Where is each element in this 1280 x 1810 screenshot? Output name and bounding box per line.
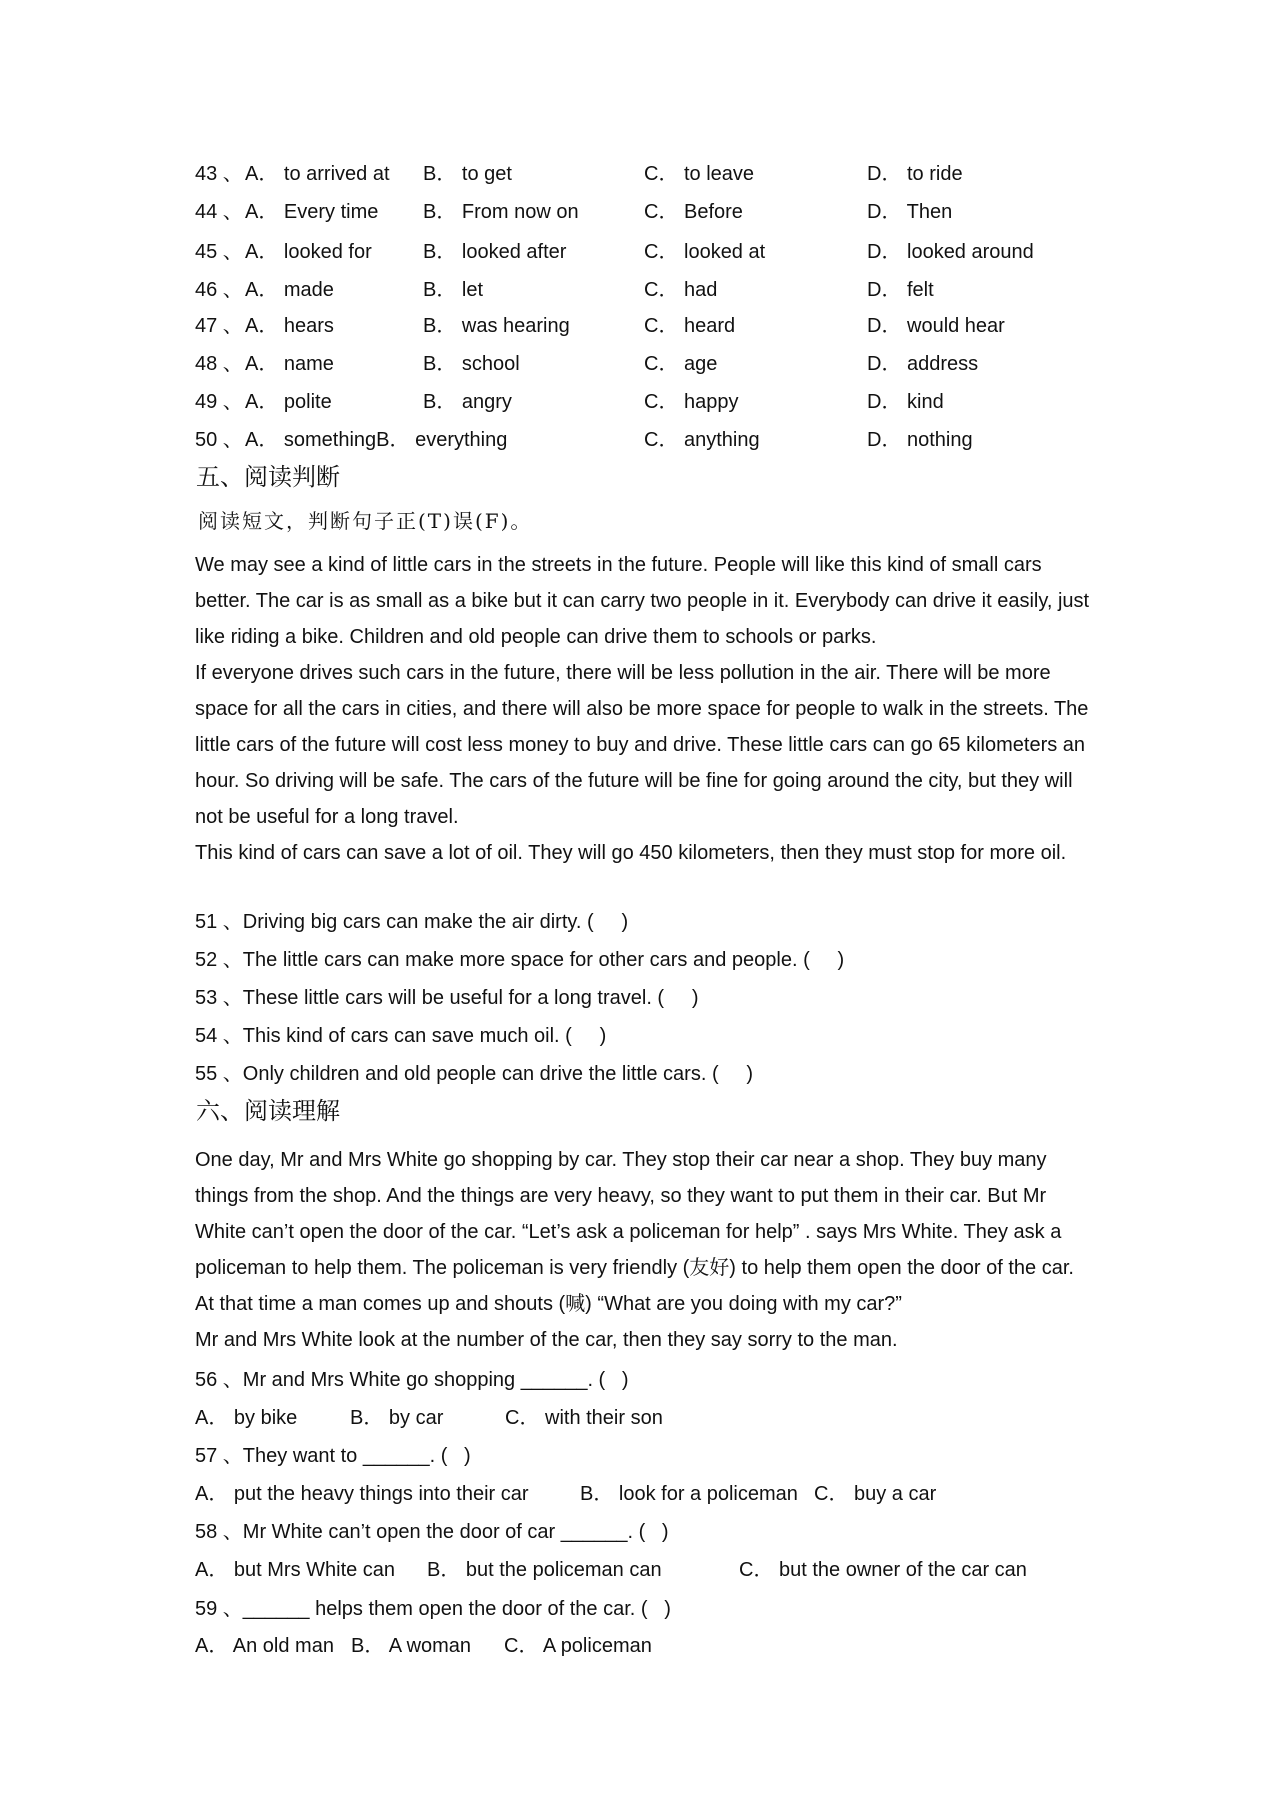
- question-58: 58 、Mr White can’t open the door of car ______. ( ): [195, 1521, 669, 1543]
- question-49: [195, 387, 1095, 417]
- question-number: 49 、: [195, 391, 243, 413]
- option-d: D． Then: [867, 201, 953, 223]
- option-b: B． to get: [423, 163, 512, 185]
- section5-instruction: 阅读短文，判断句子正(T)误(F)。: [198, 509, 533, 533]
- question-number: 50 、: [195, 429, 243, 451]
- option-b: B． A woman: [351, 1635, 472, 1657]
- option-b: B． angry: [423, 391, 512, 413]
- question-46: [195, 275, 1095, 305]
- option-c: C． with their son: [505, 1407, 663, 1429]
- section6-heading: 六、阅读理解: [196, 1097, 340, 1125]
- option-c: C． Before: [644, 201, 743, 223]
- option-a: A． but Mrs White can: [195, 1559, 396, 1581]
- option-a: A． put the heavy things into their car: [195, 1483, 529, 1505]
- option-a: A． An old man: [195, 1635, 334, 1657]
- option-c: C． happy: [644, 391, 739, 413]
- section5-heading: 五、阅读判断: [196, 463, 340, 491]
- question-number: 46 、: [195, 279, 243, 301]
- option-d: D． would hear: [867, 315, 1005, 337]
- option-a: A． name: [245, 353, 334, 375]
- passage-paragraph: If everyone drives such cars in the future, there will be less pollution in the air. There will be more space for all the cars in cities, and there will also be more space for people to walk in the streets. The little cars of the future will cost less money to buy and drive. These little cars can go 65 kilometers an hour. So driving will be safe. The cars of the future will be fine for going around the city, but they will not be useful for a long travel.: [195, 662, 1089, 828]
- question-45: [195, 237, 1095, 267]
- option-c: C． buy a car: [814, 1483, 937, 1505]
- question-57-options: [195, 1479, 1095, 1509]
- option-b: B． was hearing: [423, 315, 570, 337]
- option-d: D． nothing: [867, 429, 973, 451]
- question-57: 57 、They want to ______. ( ): [195, 1445, 471, 1467]
- question-54: 54 、This kind of cars can save much oil. ( ): [195, 1025, 607, 1047]
- question-51: 51 、Driving big cars can make the air dirty. ( ): [195, 911, 629, 933]
- option-c: C． but the owner of the car can: [739, 1559, 1027, 1581]
- passage-paragraph: We may see a kind of little cars in the streets in the future. People will like this kind of small cars better. The car is as small as a bike but it can carry two people in it. Everybody can drive it easily, just like riding a bike. Children and old people can drive them to schools or parks.: [195, 554, 1090, 648]
- question-50: [195, 425, 1095, 455]
- section6-passage: [195, 1142, 1095, 1358]
- option-a: A． Every time: [245, 201, 379, 223]
- passage-paragraph: One day, Mr and Mrs White go shopping by car. They stop their car near a shop. They buy many things from the shop. And the things are very heavy, so they want to put them in their car. But Mr White can’t open the door of the car. “Let’s ask a policeman for help” . says Mrs White. They ask a policeman to help them. The policeman is very friendly (友好) to help them open the door of the car. At that time a man comes up and shouts (喊) “What are you doing with my car?”: [195, 1149, 1074, 1315]
- question-number: 45 、: [195, 241, 243, 263]
- option-a: A． polite: [245, 391, 332, 413]
- question-47: [195, 311, 1095, 341]
- question-number: 44 、: [195, 201, 243, 223]
- passage-paragraph: Mr and Mrs White look at the number of the car, then they say sorry to the man.: [195, 1329, 898, 1351]
- passage-paragraph: This kind of cars can save a lot of oil. They will go 450 kilometers, then they must stop for more oil.: [195, 842, 1067, 864]
- option-b: B． looked after: [423, 241, 567, 263]
- option-a: A． made: [245, 279, 334, 301]
- option-c: C． anything: [644, 429, 760, 451]
- option-a: A． somethingB． everything: [245, 429, 508, 451]
- question-55: 55 、Only children and old people can drive the little cars. ( ): [195, 1063, 754, 1085]
- question-53: 53 、These little cars will be useful for a long travel. ( ): [195, 987, 699, 1009]
- option-b: B． From now on: [423, 201, 579, 223]
- option-d: D． kind: [867, 391, 944, 413]
- option-b: B． look for a policeman: [580, 1483, 798, 1505]
- option-d: D． address: [867, 353, 979, 375]
- question-number: 43 、: [195, 163, 243, 185]
- question-56: 56 、Mr and Mrs White go shopping ______. ( ): [195, 1369, 629, 1391]
- question-59: 59 、______ helps them open the door of the car. ( ): [195, 1598, 671, 1620]
- question-52: 52 、The little cars can make more space for other cars and people. ( ): [195, 949, 845, 971]
- question-43: [195, 159, 1095, 189]
- option-c: C． age: [644, 353, 718, 375]
- option-b: B． let: [423, 279, 484, 301]
- question-48: [195, 349, 1095, 379]
- option-c: C． heard: [644, 315, 736, 337]
- option-b: B． by car: [350, 1407, 444, 1429]
- option-c: C． to leave: [644, 163, 755, 185]
- question-44: [195, 197, 1095, 227]
- option-d: D． looked around: [867, 241, 1034, 263]
- question-59-options: [195, 1631, 1095, 1661]
- question-number: 47 、: [195, 315, 243, 337]
- option-a: A． looked for: [245, 241, 372, 263]
- section5-passage: [195, 547, 1095, 871]
- option-a: A． to arrived at: [245, 163, 390, 185]
- option-d: D． to ride: [867, 163, 963, 185]
- question-58-options: [195, 1555, 1095, 1585]
- option-b: B． but the policeman can: [427, 1559, 662, 1581]
- question-number: 48 、: [195, 353, 243, 375]
- option-a: A． hears: [245, 315, 334, 337]
- option-c: C． had: [644, 279, 718, 301]
- option-a: A． by bike: [195, 1407, 298, 1429]
- option-c: C． looked at: [644, 241, 766, 263]
- option-d: D． felt: [867, 279, 934, 301]
- question-56-options: [195, 1403, 1095, 1433]
- option-b: B． school: [423, 353, 520, 375]
- option-c: C． A policeman: [504, 1635, 652, 1657]
